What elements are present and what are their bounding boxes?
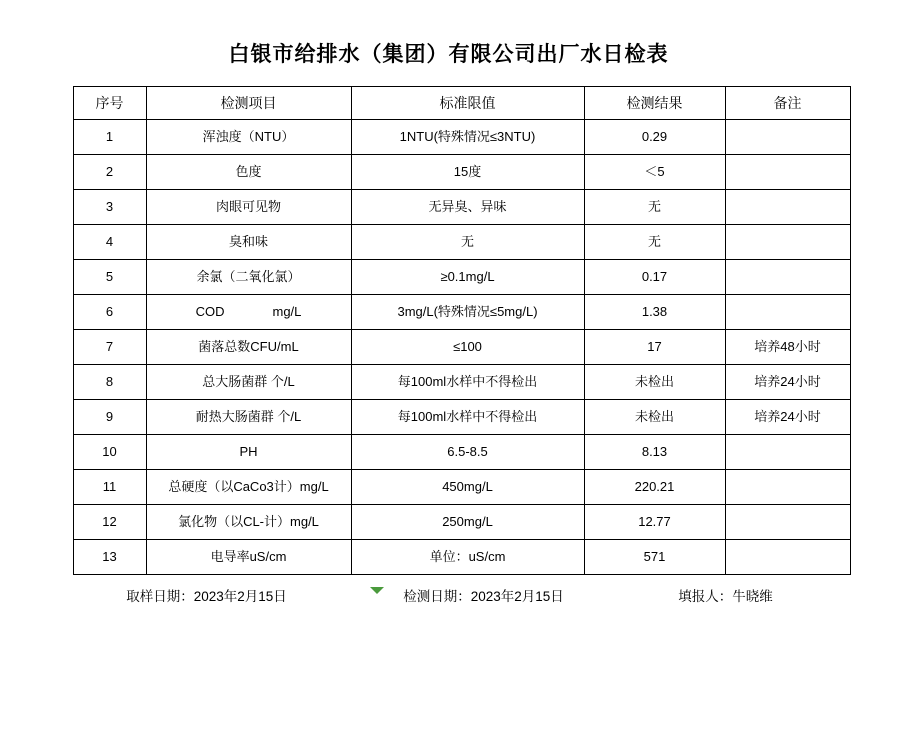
cell-item: 菌落总数CFU/mL	[146, 330, 351, 365]
cell-no: 12	[73, 505, 146, 540]
cell-limit: 无异臭、异味	[351, 190, 584, 225]
header-remark: 备注	[725, 87, 850, 120]
cell-result: 无	[584, 225, 725, 260]
cell-item: 耐热大肠菌群 个/L	[146, 400, 351, 435]
table-row	[73, 540, 850, 575]
cell-item: 肉眼可见物	[146, 190, 351, 225]
header-limit: 标准限值	[351, 87, 584, 120]
table-row	[73, 505, 850, 540]
cell-remark	[725, 155, 850, 190]
cell-no: 6	[73, 295, 146, 330]
cell-limit: 15度	[351, 155, 584, 190]
header-item: 检测项目	[146, 87, 351, 120]
cell-item-cod-group	[149, 304, 349, 320]
header-result: 检测结果	[584, 87, 725, 120]
table-row	[73, 295, 850, 330]
cell-result: 未检出	[584, 365, 725, 400]
footer-info	[73, 585, 825, 605]
table-row	[73, 190, 850, 225]
sampling-date: 取样日期：2023年2月15日	[126, 589, 287, 604]
report-table-wrapper	[73, 86, 825, 575]
table-row	[73, 435, 850, 470]
cell-remark: 培养24小时	[725, 365, 850, 400]
testing-date: 检测日期：2023年2月15日	[403, 589, 564, 604]
cell-result: ＜5	[584, 155, 725, 190]
cell-no: 11	[73, 470, 146, 505]
cell-result: 未检出	[584, 400, 725, 435]
table-header	[73, 87, 850, 120]
cell-no: 7	[73, 330, 146, 365]
cell-item-cod-unit: mg/L	[272, 304, 302, 320]
cell-remark	[725, 505, 850, 540]
cell-item: 浑浊度（NTU）	[146, 120, 351, 155]
cell-remark	[725, 225, 850, 260]
green-marker-icon	[370, 587, 384, 594]
table-row	[73, 330, 850, 365]
cell-remark: 培养24小时	[725, 400, 850, 435]
cell-item: 电导率uS/cm	[146, 540, 351, 575]
cell-no: 8	[73, 365, 146, 400]
cell-limit: ≤100	[351, 330, 584, 365]
cell-limit: 每100ml水样中不得检出	[351, 365, 584, 400]
cell-result: 220.21	[584, 470, 725, 505]
table-row	[73, 260, 850, 295]
cell-limit: 450mg/L	[351, 470, 584, 505]
table-body	[73, 120, 850, 575]
cell-no: 10	[73, 435, 146, 470]
cell-remark	[725, 470, 850, 505]
cell-result: 17	[584, 330, 725, 365]
cell-no: 4	[73, 225, 146, 260]
cell-no: 3	[73, 190, 146, 225]
table-row	[73, 470, 850, 505]
table-row	[73, 155, 850, 190]
cell-no: 9	[73, 400, 146, 435]
cell-no: 2	[73, 155, 146, 190]
cell-limit: ≥0.1mg/L	[351, 260, 584, 295]
table-row	[73, 365, 850, 400]
cell-item: PH	[146, 435, 351, 470]
table-row	[73, 225, 850, 260]
cell-limit: 3mg/L(特殊情况≤5mg/L)	[351, 295, 584, 330]
cell-result: 12.77	[584, 505, 725, 540]
reporter-name: 填报人：牛晓维	[678, 589, 773, 604]
cell-no: 5	[73, 260, 146, 295]
cell-limit: 每100ml水样中不得检出	[351, 400, 584, 435]
cell-remark	[725, 190, 850, 225]
cell-remark	[725, 295, 850, 330]
document-page	[0, 38, 897, 729]
cell-item: 氯化物（以CL-计）mg/L	[146, 505, 351, 540]
cell-result: 1.38	[584, 295, 725, 330]
cell-item: 总硬度（以CaCo3计）mg/L	[146, 470, 351, 505]
cell-no: 13	[73, 540, 146, 575]
cell-no: 1	[73, 120, 146, 155]
water-daily-inspection-table	[73, 86, 851, 575]
cell-result: 571	[584, 540, 725, 575]
cell-remark	[725, 540, 850, 575]
table-row	[73, 120, 850, 155]
header-no: 序号	[73, 87, 146, 120]
cell-item: 色度	[146, 155, 351, 190]
cell-item: 总大肠菌群 个/L	[146, 365, 351, 400]
cell-result: 无	[584, 190, 725, 225]
cell-limit: 单位：uS/cm	[351, 540, 584, 575]
cell-item	[146, 295, 351, 330]
table-header-row	[73, 87, 850, 120]
cell-remark	[725, 435, 850, 470]
cell-result: 0.17	[584, 260, 725, 295]
cell-limit: 1NTU(特殊情况≤3NTU)	[351, 120, 584, 155]
cell-remark	[725, 260, 850, 295]
cell-limit: 250mg/L	[351, 505, 584, 540]
page-title: 白银市给排水（集团）有限公司出厂水日检表	[228, 43, 669, 66]
cell-remark	[725, 120, 850, 155]
cell-result: 0.29	[584, 120, 725, 155]
cell-result: 8.13	[584, 435, 725, 470]
cell-item-cod-name: COD	[195, 304, 225, 320]
cell-limit: 6.5-8.5	[351, 435, 584, 470]
table-row	[73, 400, 850, 435]
cell-remark: 培养48小时	[725, 330, 850, 365]
cell-item: 臭和味	[146, 225, 351, 260]
cell-item: 余氯（二氧化氯）	[146, 260, 351, 295]
cell-limit: 无	[351, 225, 584, 260]
